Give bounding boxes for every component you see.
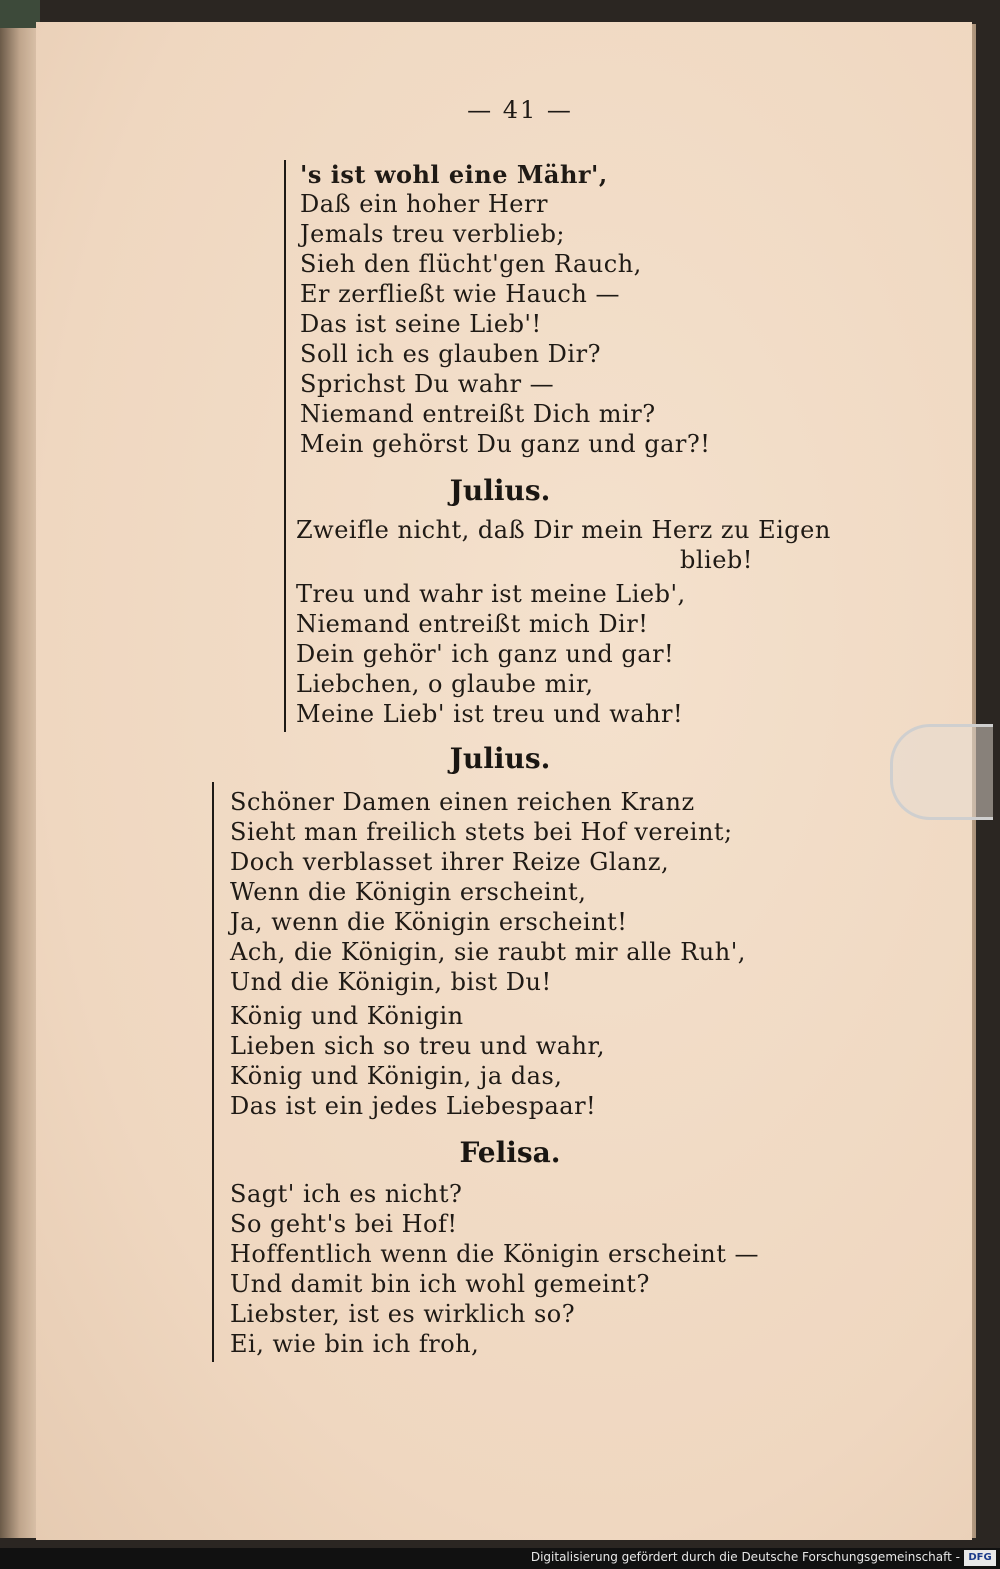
verse-line: Er zerfließt wie Hauch —	[300, 280, 620, 308]
verse-line: Wenn die Königin erscheint,	[230, 878, 587, 906]
verse-line: Treu und wahr ist meine Lieb',	[296, 580, 686, 608]
verse-line: Soll ich es glauben Dir?	[300, 340, 601, 368]
dfg-logo: DFG	[964, 1550, 996, 1566]
verse-line: Mein gehörst Du ganz und gar?!	[300, 430, 711, 458]
verse-line: Hoffentlich wenn die Königin erscheint —	[230, 1240, 759, 1268]
verse-line: Liebster, ist es wirklich so?	[230, 1300, 576, 1328]
left-page-edge	[0, 28, 36, 1538]
verse-line: Meine Lieb' ist treu und wahr!	[296, 700, 684, 728]
verse-line: Sagt' ich es nicht?	[230, 1180, 463, 1208]
verse-line: Das ist ein jedes Liebespaar!	[230, 1092, 597, 1120]
verse-line: Niemand entreißt Dich mir?	[300, 400, 656, 428]
verse-line: Zweifle nicht, daß Dir mein Herz zu Eigen	[296, 516, 831, 544]
speaker-heading: Julius.	[449, 474, 551, 507]
page-number: — 41 —	[467, 96, 573, 124]
verse-line: Schöner Damen einen reichen Kranz	[230, 788, 695, 816]
verse-line: Sieh den flücht'gen Rauch,	[300, 250, 642, 278]
verse-line: Liebchen, o glaube mir,	[296, 670, 594, 698]
verse-line: So geht's bei Hof!	[230, 1210, 458, 1238]
verse-line: König und Königin, ja das,	[230, 1062, 563, 1090]
verse-line: König und Königin	[230, 1002, 464, 1030]
verse-line: Ja, wenn die Königin erscheint!	[230, 908, 628, 936]
verse-line-continuation: blieb!	[680, 546, 753, 574]
verse-line: Dein gehör' ich ganz und gar!	[296, 640, 675, 668]
verse-line: Ei, wie bin ich froh,	[230, 1330, 480, 1358]
footer-credit-text: Digitalisierung gefördert durch die Deutsche Forschungsgemeinschaft -	[530, 1550, 960, 1564]
verse-line: 's ist wohl eine Mähr',	[300, 160, 608, 189]
page-tab-marker	[890, 724, 993, 820]
speaker-heading: Felisa.	[459, 1136, 561, 1169]
verse-line: Jemals treu verblieb;	[300, 220, 566, 248]
verse-line: Und damit bin ich wohl gemeint?	[230, 1270, 650, 1298]
verse-line: Und die Königin, bist Du!	[230, 968, 552, 996]
verse-line: Lieben sich so treu und wahr,	[230, 1032, 605, 1060]
verse-line: Sprichst Du wahr —	[300, 370, 555, 398]
verse-line: Sieht man freilich stets bei Hof vereint;	[230, 818, 733, 846]
speaker-heading: Julius.	[449, 742, 551, 775]
verse-line: Das ist seine Lieb'!	[300, 310, 542, 338]
digitization-footer	[0, 1548, 1000, 1569]
verse-line: Doch verblasset ihrer Reize Glanz,	[230, 848, 670, 876]
verse-line: Niemand entreißt mich Dir!	[296, 610, 649, 638]
verse-line: Daß ein hoher Herr	[300, 190, 548, 218]
verse-line: Ach, die Königin, sie raubt mir alle Ruh',	[230, 938, 746, 966]
